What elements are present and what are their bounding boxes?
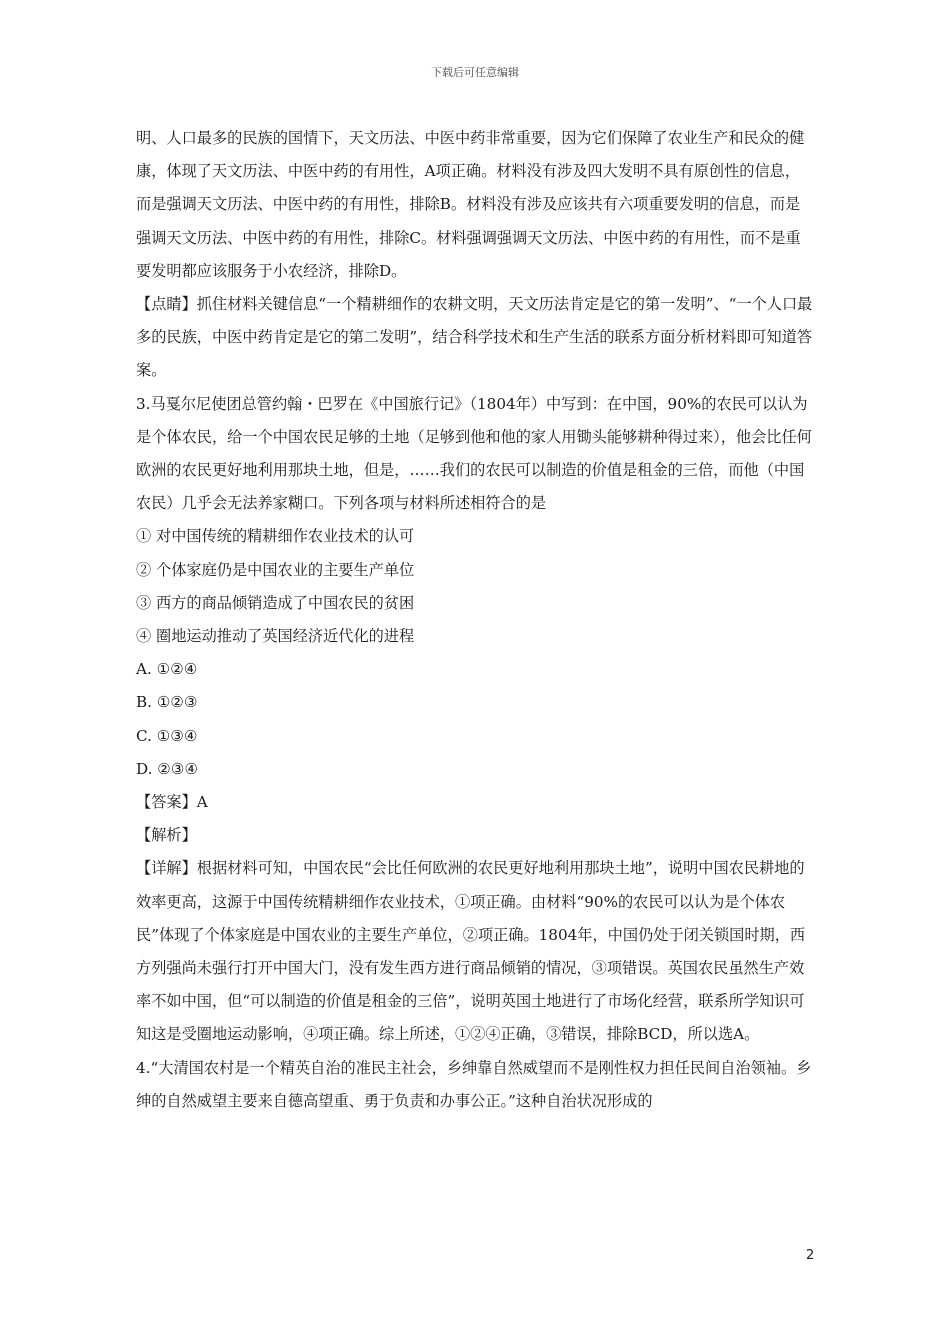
analysis-heading: 【解析】 bbox=[136, 826, 197, 845]
answer-line: 【答案】A bbox=[136, 793, 208, 812]
page-number: 2 bbox=[806, 1248, 815, 1263]
page-header: 下载后可任意编辑 bbox=[431, 66, 519, 79]
statement-4: ④ 圈地运动推动了英国经济近代化的进程 bbox=[136, 627, 415, 646]
statement-1: ① 对中国传统的精耕细作农业技术的认可 bbox=[136, 527, 415, 546]
option-d: D. ②③④ bbox=[136, 759, 199, 778]
option-b: B. ①②③ bbox=[136, 693, 198, 712]
statement-2: ② 个体家庭仍是中国农业的主要生产单位 bbox=[136, 560, 415, 579]
paragraph-explanation: 明、人口最多的民族的国情下，天文历法、中医中药非常重要，因为它们保障了农业生产和民众的健康，体现了天文历法、中医中药的有用性，A项正确。材料没有涉及四大发明不具有原创性的信息，而是强调天文历法、中医中药的有用性，排除B。材料没有涉及应该共有六项重要发明的信息，而是强调天文历法、中医中药的有用性，排除C。材料强调强调天文历法、中医中药的有用性，而不是重要发明都应该服务于小农经济，排除D。 bbox=[136, 129, 805, 280]
page-body bbox=[136, 122, 814, 1118]
paragraph-tip: 【点睛】抓住材料关键信息“一个精耕细作的农耕文明，天文历法肯定是它的第一发明”、“一个人口最多的民族，中医中药肯定是它的第二发明”，结合科学技术和生产生活的联系方面分析材料即可知道答案。 bbox=[136, 295, 813, 380]
question-4-stem: 4.“大清国农村是一个精英自治的准民主社会，乡绅靠自然威望而不是刚性权力担任民间自治领袖。乡绅的自然威望主要来自德高望重、勇于负责和办事公正。”这种自治状况形成的 bbox=[136, 1058, 812, 1110]
option-c: C. ①③④ bbox=[136, 726, 198, 745]
analysis-detail: 【详解】根据材料可知，中国农民“会比任何欧洲的农民更好地利用那块土地”，说明中国农民耕地的效率更高，这源于中国传统精耕细作农业技术，①项正确。由材料“90%的农民可以认为是个体农民”体现了个体家庭是中国农业的主要生产单位，②项正确。1804年，中国仍处于闭关锁国时期，西方列强尚未强行打开中国大门，没有发生西方进行商品倾销的情况，③项错误。英国农民虽然生产效率不如中国，但“可以制造的价值是租金的三倍”，说明英国土地进行了市场化经营，联系所学知识可知这是受圈地运动影响，④项正确。综上所述，①②④正确，③错误，排除BCD，所以选A。 bbox=[136, 859, 806, 1044]
statement-3: ③ 西方的商品倾销造成了中国农民的贫困 bbox=[136, 593, 415, 612]
option-a: A. ①②④ bbox=[136, 660, 198, 679]
question-3-stem: 3.马戛尔尼使团总管约翰・巴罗在《中国旅行记》（1804年）中写到：在中国，90%的农民可以认为是个体农民，给一个中国农民足够的土地（足够到他和他的家人用锄头能够耕种得过来），他会比任何欧洲的农民更好地利用那块土地，但是，……我们的农民可以制造的价值是租金的三倍，而他（中国农民）几乎会无法养家糊口。下列各项与材料所述相符合的是 bbox=[136, 394, 812, 513]
